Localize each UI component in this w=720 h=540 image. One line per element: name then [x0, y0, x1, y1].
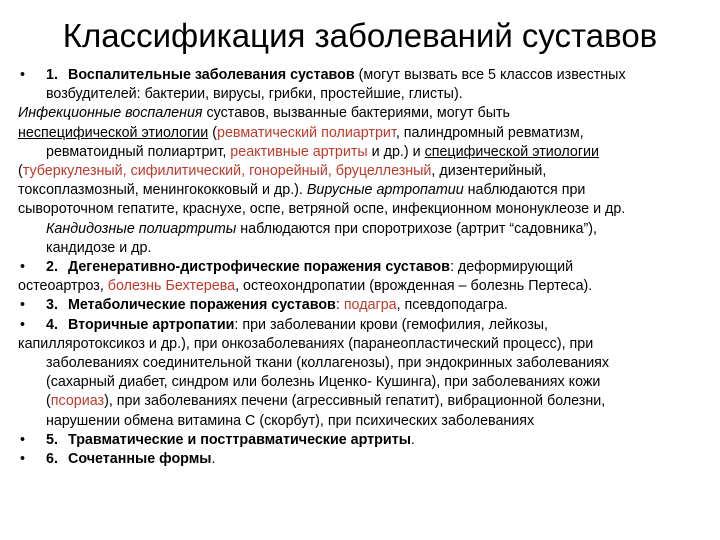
text-run: остеоартроз, — [18, 278, 108, 295]
slide-title: Классификация заболеваний суставов — [62, 17, 658, 54]
item-heading: Сочетанные формы — [68, 451, 212, 468]
bullet-1 — [18, 66, 698, 85]
text-line — [18, 162, 698, 181]
item-heading: Травматические и посттравматические артриты — [68, 431, 411, 448]
bullet-dot: • — [20, 259, 26, 276]
item-number: 4. — [46, 316, 58, 333]
item-heading: Воспалительные заболевания суставов — [68, 67, 355, 83]
bullet-dot: • — [20, 67, 26, 83]
text-line — [18, 104, 698, 123]
bullet-dot: • — [20, 316, 26, 333]
text-line: нарушении обмена витамина С (скорбут), при психических заболеваниях — [46, 412, 535, 429]
item-number: 5. — [46, 431, 58, 448]
text-line: возбудителей: бактерии, вирусы, грибки, простейшие, глисты). — [46, 86, 463, 103]
slide-content — [18, 66, 698, 469]
text-run: токсоплазмозный, менингококковый и др.). — [18, 182, 307, 199]
item-heading: Вторичные артропатии — [68, 316, 235, 333]
item-number: 2. — [46, 259, 58, 276]
text-line — [18, 277, 698, 296]
text-run: , дизентерийный, — [431, 163, 547, 180]
highlighted-term: реактивные артриты — [230, 143, 368, 160]
text-run: и др.) и — [367, 143, 425, 160]
item-text: : деформирующий — [449, 259, 574, 276]
highlighted-term: болезнь Бехтерева — [107, 278, 236, 295]
item-text: (могут вызвать все 5 классов известных — [354, 67, 626, 83]
item-text: . — [211, 451, 216, 468]
text-line: кандидозе и др. — [46, 239, 152, 256]
item-heading: Метаболические поражения суставов — [68, 297, 336, 314]
text-line: капилляротоксикоз и др.), при онкозаболеваниях (паранеопластический процесс), при — [18, 335, 594, 352]
item-number: 3. — [46, 297, 58, 314]
bullet-dot: • — [20, 451, 26, 468]
item-text: , псевдоподагра. — [396, 297, 508, 314]
highlighted-term: подагра — [343, 297, 397, 314]
text-run: ревматоидный полиартрит, — [46, 143, 231, 160]
text-run: ( — [46, 393, 51, 410]
text-line: заболеваниях соединительной ткани (коллагенозы), при эндокринных заболеваниях — [46, 355, 610, 372]
text-line — [18, 124, 698, 143]
text-line: сывороточном гепатите, краснухе, оспе, ветряной оспе, инфекционном мононуклеозе и др. — [18, 201, 626, 218]
underlined-term: специфической этиологии — [424, 143, 600, 160]
text-run: , палиндромный ревматизм, — [395, 124, 584, 141]
text-run: наблюдаются при — [463, 182, 586, 199]
italic-term: Вирусные артропатии — [306, 182, 464, 199]
italic-term: Кандидозные полиартриты — [46, 220, 237, 237]
bullet-2 — [18, 258, 698, 277]
text-run: суставов, вызванные бактериями, могут быть — [202, 105, 510, 122]
item-text: . — [410, 431, 415, 448]
text-line — [18, 392, 698, 411]
bullet-dot: • — [20, 297, 26, 314]
bullet-5 — [18, 431, 698, 450]
item-heading: Дегенеративно-дистрофические поражения суставов — [68, 259, 450, 276]
text-run: наблюдаются при споротрихозе (артрит “садовника”), — [236, 220, 597, 237]
item-number: 6. — [46, 451, 58, 468]
text-line — [18, 181, 698, 200]
text-run: ( — [18, 163, 23, 180]
text-run: , остеохондропатии (врожденная – болезнь Пертеса). — [235, 278, 593, 295]
item-text: : — [335, 297, 344, 314]
text-run: ), при заболеваниях печени (агрессивный гепатит), вибрационной болезни, — [104, 393, 606, 410]
text-line: (сахарный диабет, синдром или болезнь Иценко- Кушинга), при заболеваниях кожи — [46, 374, 601, 391]
bullet-4 — [18, 316, 698, 335]
text-line — [18, 143, 698, 162]
bullet-dot: • — [20, 431, 26, 448]
item-number: 1. — [46, 67, 58, 83]
text-line — [18, 220, 698, 239]
text-run: ( — [208, 124, 218, 141]
highlighted-term: туберкулезный, сифилитический, гонорейный, бруцеллезный — [22, 163, 432, 180]
bullet-3 — [18, 296, 698, 315]
bullet-6 — [18, 450, 698, 469]
item-text: : при заболевании крови (гемофилия, лейкозы, — [234, 316, 549, 333]
highlighted-term: псориаз — [50, 393, 105, 410]
highlighted-term: ревматический полиартрит — [217, 124, 396, 141]
underlined-term: неспецифической этиологии — [18, 124, 209, 141]
italic-term: Инфекционные воспаления — [18, 105, 203, 122]
